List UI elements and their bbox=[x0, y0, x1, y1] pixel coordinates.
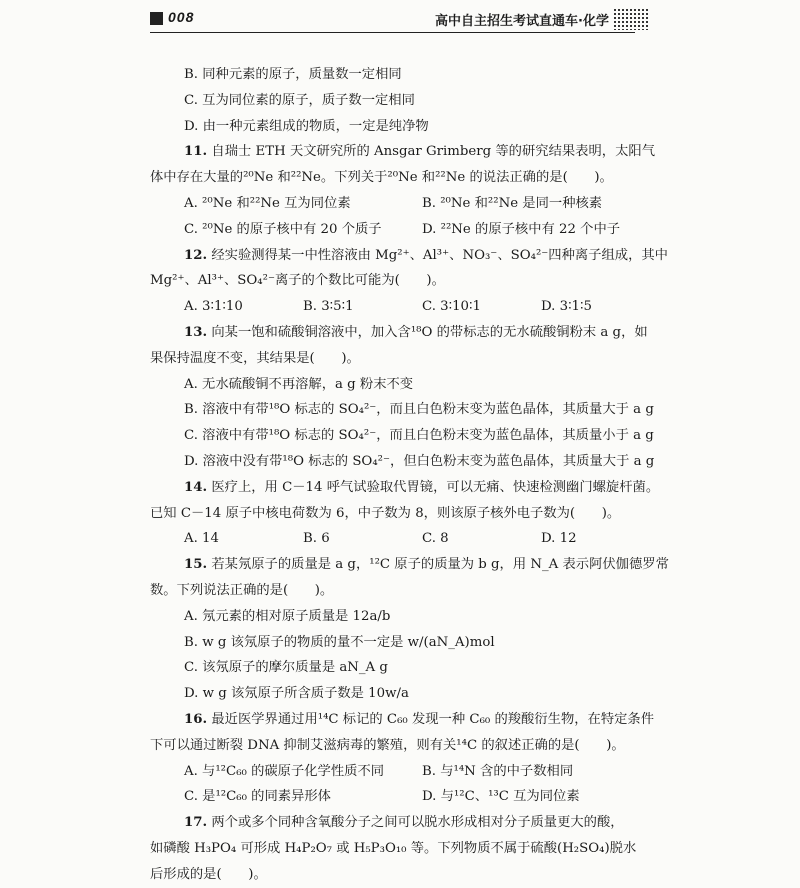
q11-stem-line-1 bbox=[150, 139, 655, 165]
q10-option-d: D. 由一种元素组成的物质，一定是纯净物 bbox=[184, 118, 429, 134]
q16-stem-1: 最近医学界通过用¹⁴C 标记的 C₆₀ 发现一种 C₆₀ 的羧酸衍生物，在特定条件 bbox=[211, 711, 655, 727]
page-number: 008 bbox=[168, 9, 195, 25]
q12-option-b: B. 3∶5∶1 bbox=[303, 299, 354, 315]
page-content bbox=[150, 62, 669, 888]
q17-stem-1: 两个或多个同种含氧酸分子之间可以脱水形成相对分子质量更大的酸， bbox=[211, 815, 624, 831]
q14-stem-line-1 bbox=[150, 475, 660, 501]
q16-option-c: C. 是¹²C₆₀ 的同素异形体 bbox=[184, 789, 331, 805]
q16-options-row-2 bbox=[150, 784, 655, 810]
q11-option-a: A. ²⁰Ne 和²²Ne 互为同位素 bbox=[184, 195, 351, 211]
q15-stem-2: 数。下列说法正确的是( )。 bbox=[150, 582, 334, 598]
q13-stem-2: 果保持温度不变，其结果是( )。 bbox=[150, 350, 360, 366]
q12-stem-1: 经实验测得某一中性溶液由 Mg²⁺、Al³⁺、NO₃⁻、SO₄²⁻四种离子组成，其中 bbox=[211, 247, 668, 263]
q12-number: 12. bbox=[184, 247, 208, 263]
q16-number: 16. bbox=[184, 711, 208, 727]
q14-stem-1: 医疗上，用 C－14 呼气试验取代胃镜，可以无痛、快速检测幽门螺旋杆菌。 bbox=[211, 479, 660, 495]
q14-options-row bbox=[150, 526, 655, 552]
q12-options-row bbox=[150, 294, 655, 320]
q10-option-b: B. 同种元素的原子，质量数一定相同 bbox=[184, 67, 402, 82]
q15-option-b: B. w g 该氖原子的物质的量不一定是 w/(aN_A)mol bbox=[184, 634, 495, 650]
q13-stem-1: 向某一饱和硫酸铜溶液中，加入含¹⁸O 的带标志的无水硫酸铜粉末 a g，如 bbox=[211, 324, 648, 340]
q16-option-a: A. 与¹²C₆₀ 的碳原子化学性质不同 bbox=[184, 763, 385, 779]
q16-options-row-1 bbox=[150, 759, 655, 785]
q11-stem-1: 自瑞士 ETH 天文研究所的 Ansgar Grimberg 等的研究结果表明，太阳气 bbox=[211, 144, 655, 160]
q13-option-a: A. 无水硫酸铜不再溶解，a g 粉末不变 bbox=[184, 376, 414, 392]
q15-option-a: A. 氖元素的相对原子质量是 12a/b bbox=[184, 608, 391, 624]
q16-option-b: B. 与¹⁴N 含的中子数相同 bbox=[422, 763, 574, 779]
q17-stem-2: 如磷酸 H₃PO₄ 可形成 H₄P₂O₇ 或 H₅P₃O₁₀ 等。下列物质不属于硫酸(H₂SO₄)脱水 bbox=[150, 840, 637, 856]
page-header bbox=[150, 8, 635, 33]
q11-options-row-1 bbox=[150, 191, 655, 217]
q17-number: 17. bbox=[184, 815, 208, 831]
q14-number: 14. bbox=[184, 479, 208, 495]
q13-option-d: D. 溶液中没有带¹⁸O 标志的 SO₄²⁻，但白色粉末变为蓝色晶体，其质量大于 a g bbox=[184, 453, 655, 469]
header-square-mark bbox=[150, 12, 163, 25]
q11-options-row-2 bbox=[150, 217, 655, 243]
q12-stem-line-1 bbox=[150, 243, 668, 269]
q15-stem-line-1 bbox=[150, 552, 669, 578]
q16-stem-2: 下可以通过断裂 DNA 抑制艾滋病毒的繁殖，则有关¹⁴C 的叙述正确的是( )。 bbox=[150, 737, 625, 753]
q11-number: 11. bbox=[184, 144, 208, 160]
q10-option-c: C. 互为同位素的原子，质子数一定相同 bbox=[184, 92, 415, 108]
q12-option-a: A. 3∶1∶10 bbox=[184, 299, 243, 315]
q14-stem-2: 已知 C－14 原子中核电荷数为 6，中子数为 8，则该原子核外电子数为( )。 bbox=[150, 505, 621, 521]
q16-stem-line-1 bbox=[150, 707, 655, 733]
q16-option-d: D. 与¹²C、¹³C 互为同位素 bbox=[422, 789, 580, 805]
header-halftone-decoration bbox=[613, 8, 649, 30]
q12-option-c: C. 3∶10∶1 bbox=[422, 299, 481, 315]
q11-option-c: C. ²⁰Ne 的原子核中有 20 个质子 bbox=[184, 221, 382, 237]
q14-option-b: B. 6 bbox=[303, 531, 330, 547]
q13-stem-line-1 bbox=[150, 320, 655, 346]
q15-option-c: C. 该氖原子的摩尔质量是 aN_A g bbox=[184, 660, 388, 676]
q13-option-c: C. 溶液中有带¹⁸O 标志的 SO₄²⁻，而且白色粉末变为蓝色晶体，其质量小于 a g bbox=[184, 428, 654, 444]
book-title: 高中自主招生考试直通车·化学 bbox=[435, 14, 609, 29]
q11-option-b: B. ²⁰Ne 和²²Ne 是同一种核素 bbox=[422, 195, 603, 211]
q15-stem-1: 若某氖原子的质量是 a g，¹²C 原子的质量为 b g，用 N_A 表示阿伏伽德罗常 bbox=[211, 557, 669, 573]
q14-option-a: A. 14 bbox=[184, 531, 219, 547]
q11-stem-2: 体中存在大量的²⁰Ne 和²²Ne。下列关于²⁰Ne 和²²Ne 的说法正确的是( )。 bbox=[150, 170, 613, 186]
q14-option-d: D. 12 bbox=[541, 531, 577, 547]
q17-stem-line-1 bbox=[150, 810, 655, 836]
q15-option-d: D. w g 该氖原子所含质子数是 10w/a bbox=[184, 686, 409, 702]
q11-option-d: D. ²²Ne 的原子核中有 22 个中子 bbox=[422, 221, 621, 237]
q15-number: 15. bbox=[184, 557, 208, 573]
q12-stem-2: Mg²⁺、Al³⁺、SO₄²⁻离子的个数比可能为( )。 bbox=[150, 273, 445, 289]
q14-option-c: C. 8 bbox=[422, 531, 449, 547]
q13-number: 13. bbox=[184, 324, 208, 340]
q12-option-d: D. 3∶1∶5 bbox=[541, 299, 592, 315]
q13-option-b: B. 溶液中有带¹⁸O 标志的 SO₄²⁻，而且白色粉末变为蓝色晶体，其质量大于 a g bbox=[184, 402, 654, 418]
q17-stem-3: 后形成的是( )。 bbox=[150, 866, 267, 882]
